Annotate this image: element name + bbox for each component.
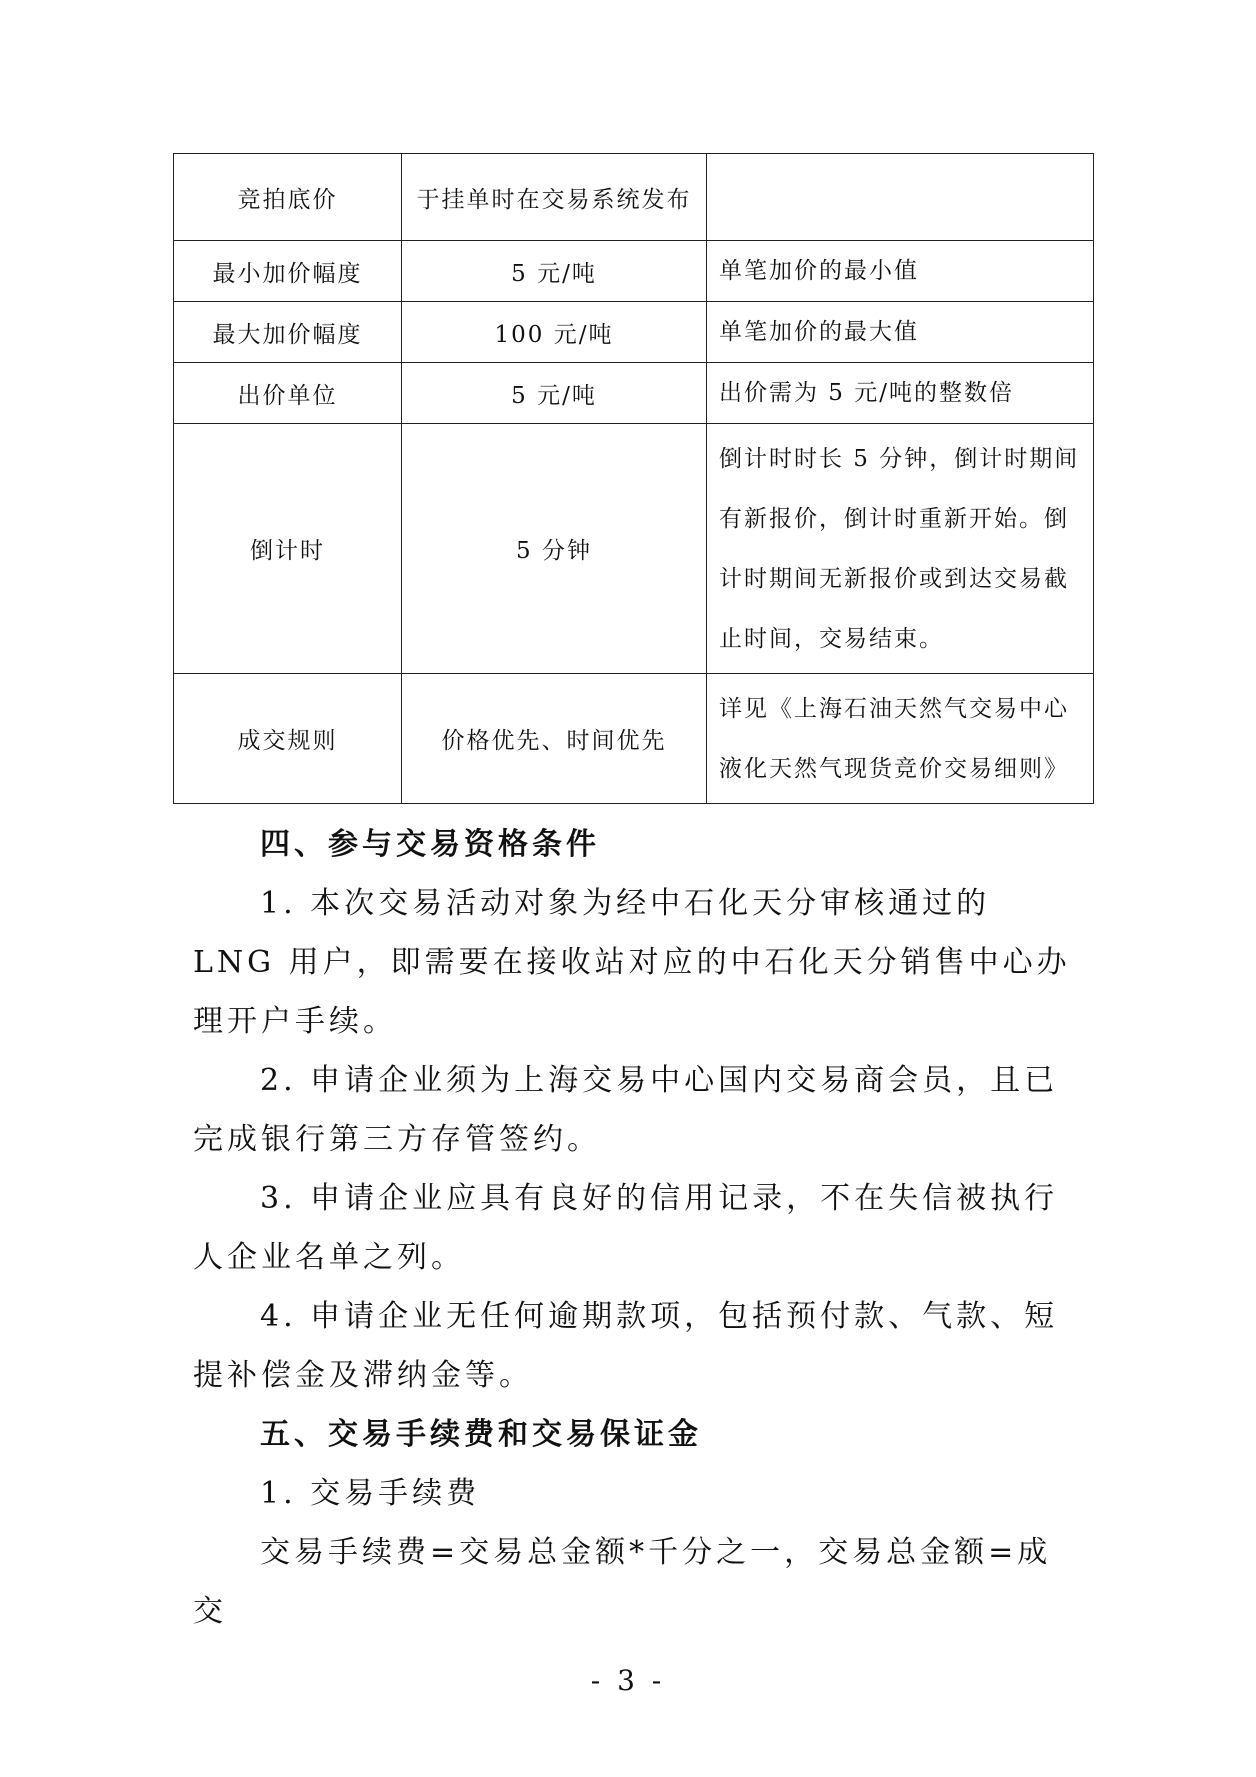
rule-note: 详见《上海石油天然气交易中心液化天然气现货竞价交易细则》 — [707, 674, 1094, 804]
rule-note: 单笔加价的最小值 — [707, 241, 1094, 302]
table-row — [174, 424, 1094, 674]
rule-value: 价格优先、时间优先 — [402, 674, 707, 804]
table-row — [174, 674, 1094, 804]
table-row — [174, 154, 1094, 241]
table-row — [174, 241, 1094, 302]
rule-value: 5 元/吨 — [402, 363, 707, 424]
rule-note: 倒计时时长 5 分钟，倒计时期间有新报价，倒计时重新开始。倒计时期间无新报价或到达交易截止时间，交易结束。 — [707, 424, 1094, 674]
rule-value: 5 分钟 — [402, 424, 707, 674]
document-body — [193, 815, 1073, 1641]
paragraph: 交易手续费=交易总金额*千分之一，交易总金额=成交 — [193, 1535, 1052, 1629]
section-heading: 四、参与交易资格条件 — [260, 827, 600, 862]
rule-value: 于挂单时在交易系统发布 — [402, 154, 707, 241]
rule-item: 成交规则 — [174, 674, 402, 804]
table-row — [174, 302, 1094, 363]
rule-value: 5 元/吨 — [402, 241, 707, 302]
rule-item: 竞拍底价 — [174, 154, 402, 241]
rule-item: 最小加价幅度 — [174, 241, 402, 302]
rule-value: 100 元/吨 — [402, 302, 707, 363]
paragraph: 2. 申请企业须为上海交易中心国内交易商会员，且已完成银行第三方存管签约。 — [193, 1063, 1059, 1157]
rule-item: 最大加价幅度 — [174, 302, 402, 363]
page-number: - 3 - — [590, 1664, 666, 1697]
paragraph: 3. 申请企业应具有良好的信用记录，不在失信被执行人企业名单之列。 — [193, 1181, 1059, 1275]
paragraph: 1. 本次交易活动对象为经中石化天分审核通过的 LNG 用户，即需要在接收站对应的中石化天分销售中心办理开户手续。 — [193, 886, 1071, 1039]
subheading: 1. 交易手续费 — [260, 1476, 481, 1511]
paragraph: 4. 申请企业无任何逾期款项，包括预付款、气款、短提补偿金及滞纳金等。 — [193, 1299, 1059, 1393]
section-heading: 五、交易手续费和交易保证金 — [260, 1417, 702, 1452]
rule-note — [707, 154, 1094, 241]
rule-note: 单笔加价的最大值 — [707, 302, 1094, 363]
rule-item: 倒计时 — [174, 424, 402, 674]
table-row — [174, 363, 1094, 424]
rule-item: 出价单位 — [174, 363, 402, 424]
rule-note: 出价需为 5 元/吨的整数倍 — [707, 363, 1094, 424]
trading-rules-table — [173, 153, 1094, 804]
